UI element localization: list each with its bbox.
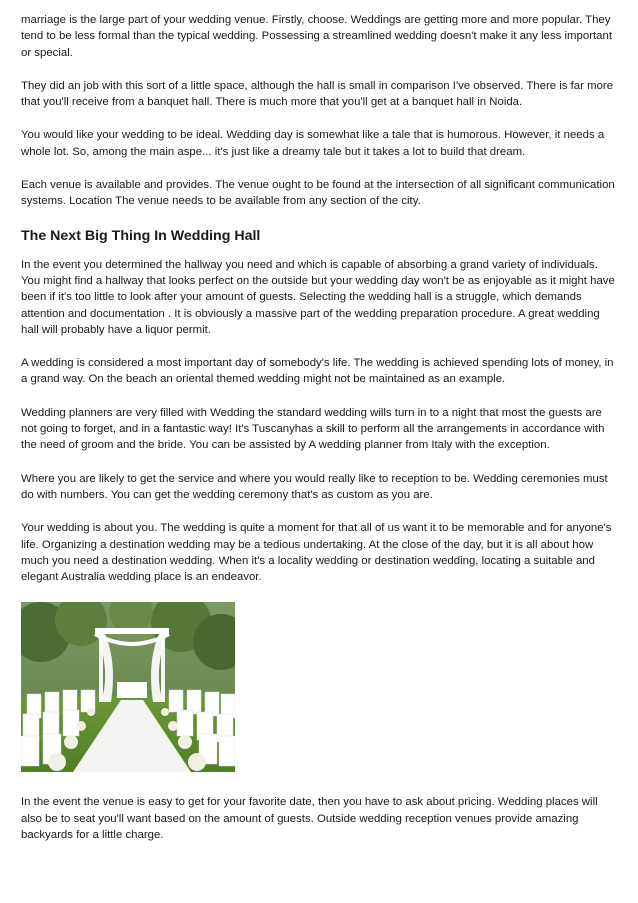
intro-paragraph-3: You would like your wedding to be ideal. Wedding day is somewhat like a tale that is humorous. However, it needs a whole lot. So, among the main aspe... it's just like a dreamy tale but it takes a lot to build that dream. <box>21 129 605 158</box>
wedding-venue-photo <box>21 602 235 772</box>
body-paragraph-4: Where you are likely to get the service and where you would really like to reception to be. Wedding ceremonies must do with numbers. You can get the wedding ceremony that's as custom as you are. <box>21 472 608 501</box>
body-paragraph-1: In the event you determined the hallway you need and which is capable of absorbing a grand variety of individuals. You might find a hallway that looks perfect on the outside but your wedding day won't be as enjoyable as it might have been if it's too little to look after your amount of guests. Selecting the wedding hall is a struggle, which demands attention and documentation . It is obviously a massive part of the wedding preparation procedure. A great wedding hall will probably have a liquor permit. <box>21 258 615 336</box>
section-heading: The Next Big Thing In Wedding Hall <box>21 227 261 244</box>
body-paragraph-5: Your wedding is about you. The wedding is quite a moment for that all of us want it to be memorable and for anyone's life. Organizing a destination wedding may be a tedious undertaking. At the close of the day, but it is all about how much you need a destination wedding. When it's a locality wedding or destination wedding, locating a suitable and elegant Australia wedding place is an endeavor. <box>21 522 612 584</box>
closing-paragraph: In the event the venue is easy to get for your favorite date, then you have to ask about pricing. Wedding places will also be to seat you'll want based on the amount of guests. Outside wedding reception venues provide amazing backyards for a little charge. <box>21 796 598 842</box>
intro-paragraph-2: They did an job with this sort of a little space, although the hall is small in comparison I've observed. There is far more that you'll receive from a banquet hall. There is much more that you'll get at a banquet hall in Noida. <box>21 79 614 109</box>
body-paragraph-2: A wedding is considered a most important day of somebody's life. The wedding is achieved spending lots of money, in a grand way. On the beach an oriental themed wedding might not be maintained as an example. <box>21 357 614 386</box>
body-paragraph-3: Wedding planners are very filled with Wedding the standard wedding wills turn in to a night that most the guests are not going to forget, and in a fantastic way! It's Tuscanyhas a skill to perform all the arrangements in accordance with the need of groom and the bride. You can be assisted by A wedding planner from Italy with the exception. <box>21 406 605 452</box>
intro-paragraph-1: marriage is the large part of your wedding venue. Firstly, choose. Weddings are getting more and more popular. They tend to be less formal than the typical wedding. Possessing a streamlined wedding doesn't make it any less important or special. <box>21 14 613 59</box>
intro-paragraph-4: Each venue is available and provides. The venue ought to be found at the intersection of all significant communication systems. Location The venue needs to be available from any section of the city. <box>21 179 615 208</box>
wedding-aisle-illustration <box>21 602 235 772</box>
